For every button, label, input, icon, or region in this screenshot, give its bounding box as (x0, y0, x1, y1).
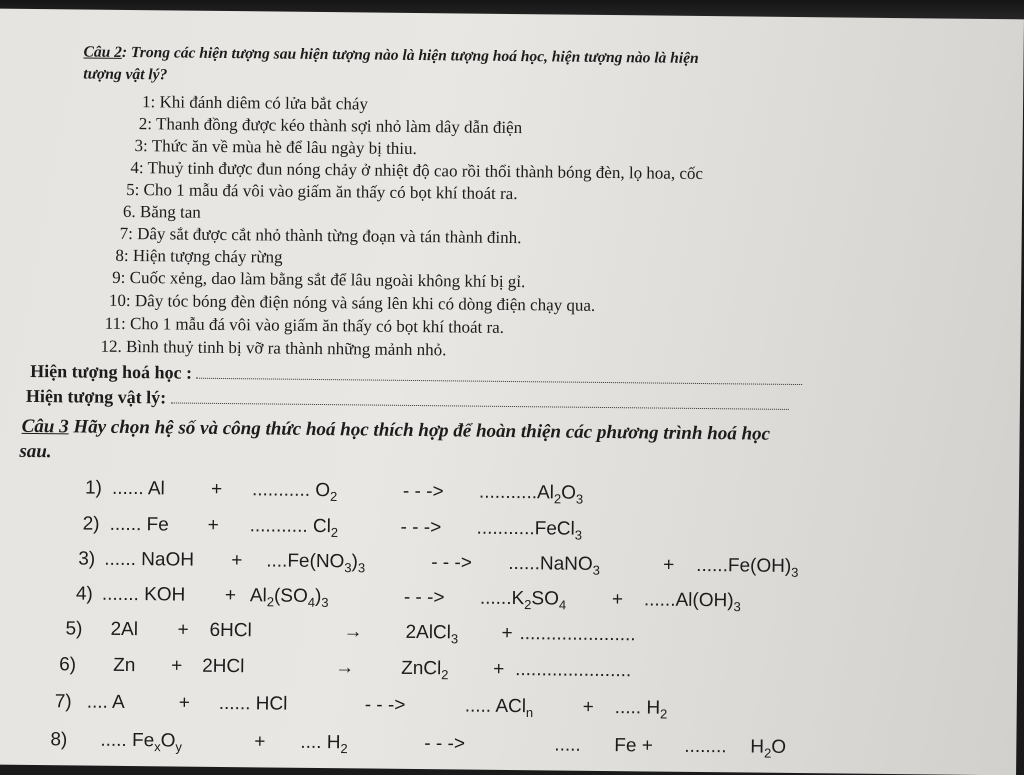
q2-item-8: 8: Hiện tượng cháy rừng (115, 245, 283, 267)
q3-text: Hãy chọn hệ số và công thức hoá học thích hợp để hoàn thiện các phương trình hoá học (68, 416, 771, 445)
eq5-blank[interactable]: ...................... (519, 623, 636, 646)
eq4-plus: + (224, 585, 237, 607)
answer-physical-label: Hiện tượng vật lý: (25, 385, 167, 408)
q2-item-9: 9: Cuốc xẻng, dao làm bằng sắt để lâu ngoài không khí bị gỉ. (112, 267, 526, 292)
eq8-product-fe: Fe + (614, 735, 654, 757)
eq7-reactant-b[interactable]: ...... HCl (218, 692, 288, 715)
q2-item-4: 4: Thuỷ tinh được đun nóng chảy ở nhiệt độ cao rồi thổi thành bóng đèn, lọ hoa, cốc (130, 158, 704, 184)
eq6-reactant-b: 2HCl (202, 655, 245, 678)
eq4-plus-2: + (611, 589, 624, 611)
eq6-arrow: → (335, 657, 355, 679)
answer-physical-blank[interactable] (171, 402, 789, 409)
eq5-plus: + (177, 619, 189, 641)
eq2-number: 2) (82, 513, 100, 535)
answer-chemical (30, 361, 802, 390)
answer-physical (26, 386, 789, 415)
eq6-plus: + (171, 655, 183, 677)
eq4-reactant-b: $Al_2(SO_4)_3$ (249, 585, 329, 610)
q2-heading-cont: tượng vật lý? (83, 65, 168, 84)
q2-item-7: 7: Dây sắt được cắt nhỏ thành từng đoạn và tán thành đinh. (119, 223, 522, 248)
q2-item-2: 2: Thanh đồng được kéo thành sợi nhỏ làm dây dẫn điện (138, 114, 523, 138)
eq4-product-d[interactable]: $......Al(OH)_3$ (643, 589, 741, 615)
eq7-arrow: - - -> (364, 694, 406, 716)
q2-item-1: 1: Khi đánh diêm có lửa bắt cháy (141, 92, 369, 114)
eq6-number: 6) (59, 654, 77, 676)
eq8-blank-2[interactable]: ........ (684, 735, 727, 758)
eq8-arrow: - - -> (424, 733, 466, 755)
worksheet-page (0, 9, 1024, 775)
eq4-arrow: - - -> (403, 586, 445, 609)
eq7-plus: + (178, 692, 190, 714)
q2-heading (83, 44, 698, 68)
eq2-product[interactable]: ...........FeCl$_3$ (476, 517, 583, 543)
eq1-plus: + (210, 478, 223, 500)
eq1-product[interactable]: $...........Al_2O_3$ (478, 481, 584, 507)
q2-item-5: 5: Cho 1 mẫu đá vôi vào giấm ăn thấy có bọt khí thoát ra. (126, 179, 518, 204)
q2-item-10: 10: Dây tóc bóng đèn điện nóng và sáng lên khi có dòng điện chạy qua. (108, 290, 596, 315)
eq5-product-c: 2AlCl$_3$ (405, 621, 459, 647)
q2-item-12: 12. Bình thuỷ tinh bị vỡ ra thành những mảnh nhỏ. (100, 336, 447, 360)
eq8-plus: + (254, 731, 266, 753)
answer-chemical-label: Hiện tượng hoá học : (30, 360, 193, 383)
eq7-product-d[interactable]: ..... $H_2$ (614, 697, 668, 722)
q2-text: : Trong các hiện tượng sau hiện tượng nào là hiện tượng hoá học, hiện tượng nào là hiện (121, 43, 699, 67)
eq4-reactant-a[interactable]: ....... KOH (101, 583, 186, 606)
eq3-reactant-b[interactable]: $....Fe(NO_3)_3$ (266, 550, 366, 576)
eq5-plus-2: + (501, 622, 513, 645)
eq4-number: 4) (75, 583, 93, 605)
eq3-product-d[interactable]: $......Fe(OH)_3$ (696, 554, 799, 580)
eq5-reactant-b: 6HCl (209, 619, 252, 642)
eq6-product-c: ZnCl$_2$ (401, 657, 449, 683)
answer-chemical-blank[interactable] (196, 378, 802, 385)
eq2-reactant-a[interactable]: ...... Fe (109, 513, 169, 536)
eq3-plus: + (231, 550, 243, 572)
eq3-plus-2: + (663, 554, 675, 576)
eq8-reactant-a[interactable]: ..... $Fe_xO_y$ (100, 729, 183, 755)
q3-label: Câu 3 (21, 415, 69, 438)
q2-item-3: 3: Thức ăn về mùa hè để lâu ngày bị thiu. (134, 136, 417, 159)
eq7-plus-2: + (582, 696, 594, 718)
q2-item-6: 6. Băng tan (122, 201, 201, 222)
eq4-product-c[interactable]: $......K_2SO_4$ (479, 587, 567, 613)
eq7-reactant-a[interactable]: .... A (86, 691, 125, 713)
eq1-reactant-a[interactable]: ...... Al (111, 477, 165, 500)
eq3-arrow: - - -> (431, 552, 472, 574)
eq1-reactant-b[interactable]: ........... $O_2$ (251, 479, 338, 504)
q3-heading-cont: sau. (19, 440, 52, 463)
eq7-number: 7) (54, 691, 72, 713)
eq1-number: 1) (84, 477, 103, 499)
eq5-arrow: → (343, 621, 363, 643)
eq1-arrow: - - -> (402, 480, 444, 503)
eq6-plus-2: + (493, 658, 505, 680)
eq2-plus: + (207, 514, 219, 536)
eq5-reactant-a: 2Al (110, 618, 139, 641)
q3-heading (22, 416, 771, 446)
eq6-reactant-a: Zn (113, 654, 136, 677)
q2-item-11: 11: Cho 1 mẫu đá vôi vào giấm ăn thấy có bọt khí thoát ra. (104, 313, 505, 337)
eq3-reactant-a[interactable]: ...... NaOH (104, 548, 195, 571)
eq3-product-c[interactable]: ......NaNO$_3$ (508, 552, 600, 578)
eq8-reactant-b[interactable]: .... $H_2$ (300, 731, 348, 757)
eq8-product-water: $H_2O$ (750, 736, 787, 761)
eq7-product-c[interactable]: ..... ACl$_n$ (464, 695, 534, 721)
eq8-blank-1[interactable]: ..... (554, 734, 581, 756)
eq2-arrow: - - -> (400, 516, 442, 539)
eq3-number: 3) (78, 548, 96, 570)
eq5-number: 5) (65, 618, 83, 640)
eq8-number: 8) (50, 729, 68, 751)
q2-label: Câu 2 (83, 43, 123, 61)
eq2-reactant-b[interactable]: ........... $Cl_2$ (249, 515, 339, 541)
eq6-blank[interactable]: ...................... (515, 659, 632, 682)
